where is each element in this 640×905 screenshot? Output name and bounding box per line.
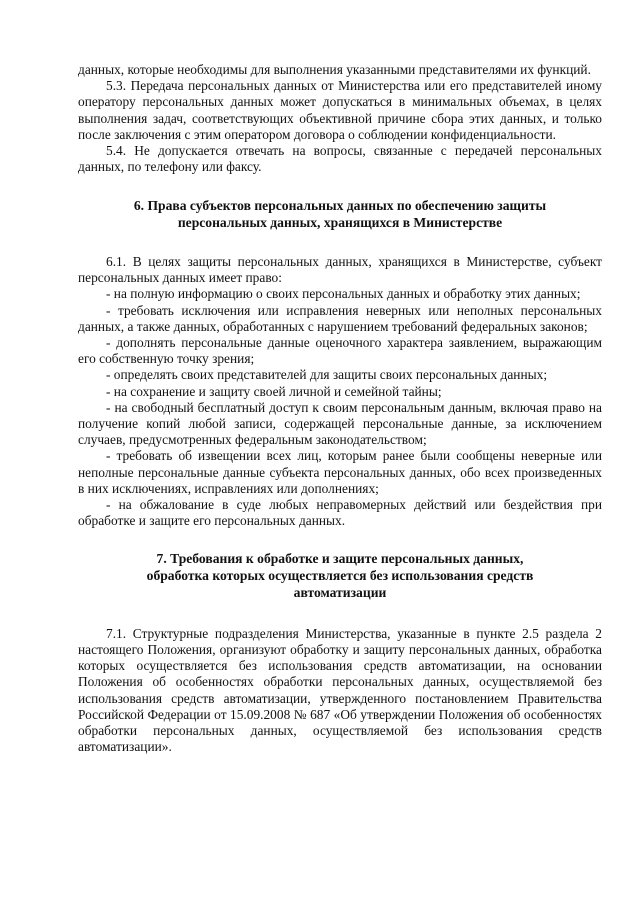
list-item: - требовать об извещении всех лиц, которым ранее были сообщены неверные или неполные персональные данные субъекта персональных данных, обо всех произведенных в них исключениях, исправлениях или дополнениях; [78, 448, 602, 496]
heading-line: 6. Права субъектов персональных данных по обеспечению защиты [133, 198, 547, 214]
section-7-heading [78, 551, 602, 601]
list-item: - дополнять персональные данные оценочного характера заявлением, выражающим его собственную точку зрения; [78, 335, 602, 367]
list-item: - на полную информацию о своих персональных данных и обработку этих данных; [106, 286, 581, 302]
paragraph-7-1: 7.1. Структурные подразделения Министерства, указанные в пункте 2.5 раздела 2 настоящего Положения, организуют обработку и защиту персональных данных, обработка которых осуществляется без использования средств автоматизации, на основании Положения об особенностях обработки персональных данных, осуществляемой без использования средств автоматизации, утвержденного постановлением Правительства Российской Федерации от 15.09.2008 № 687 «Об утверждении Положения об особенностях обработки персональных данных, осуществляемой без использования средств автоматизации». [78, 625, 602, 755]
heading-line: 7. Требования к обработке и защите персональных данных, [156, 551, 524, 567]
paragraph-5-3: 5.3. Передача персональных данных от Министерства или его представителей иному оператору персональных данных может допускаться в минимальных объемах, в целях выполнения задач, соответствующих объективной причине сбора этих данных, и только после заключения с этим оператором договора о соблюдении конфиденциальности. [78, 78, 602, 142]
list-item: - на сохранение и защиту своей личной и семейной тайны; [106, 383, 442, 399]
paragraph-6-1: 6.1. В целях защиты персональных данных, хранящихся в Министерстве, субъект персональных данных имеет право: [78, 254, 602, 286]
heading-line: обработка которых осуществляется без использования средств [146, 568, 534, 584]
paragraph-5-4: 5.4. Не допускается отвечать на вопросы, связанные с передачей персональных данных, по телефону или факсу. [78, 143, 602, 175]
section-6-heading [78, 198, 602, 232]
list-item: - определять своих представителей для защиты своих персональных данных; [106, 367, 548, 383]
heading-line: автоматизации [293, 585, 387, 601]
list-item: - требовать исключения или исправления неверных или неполных персональных данных, а также данных, обработанных с нарушением требований федеральных законов; [78, 302, 602, 334]
list-item: - на обжалование в суде любых неправомерных действий или бездействия при обработке и защите его персональных данных. [78, 497, 602, 529]
list-item: - на свободный бесплатный доступ к своим персональным данным, включая право на получение копий любой записи, содержащей персональные данные, за исключением случаев, предусмотренных федеральным законодательством; [78, 399, 602, 448]
paragraph-continuation: данных, которые необходимы для выполнения указанными представителями их функций. [78, 62, 591, 77]
heading-line: персональных данных, хранящихся в Министерстве [177, 215, 503, 231]
